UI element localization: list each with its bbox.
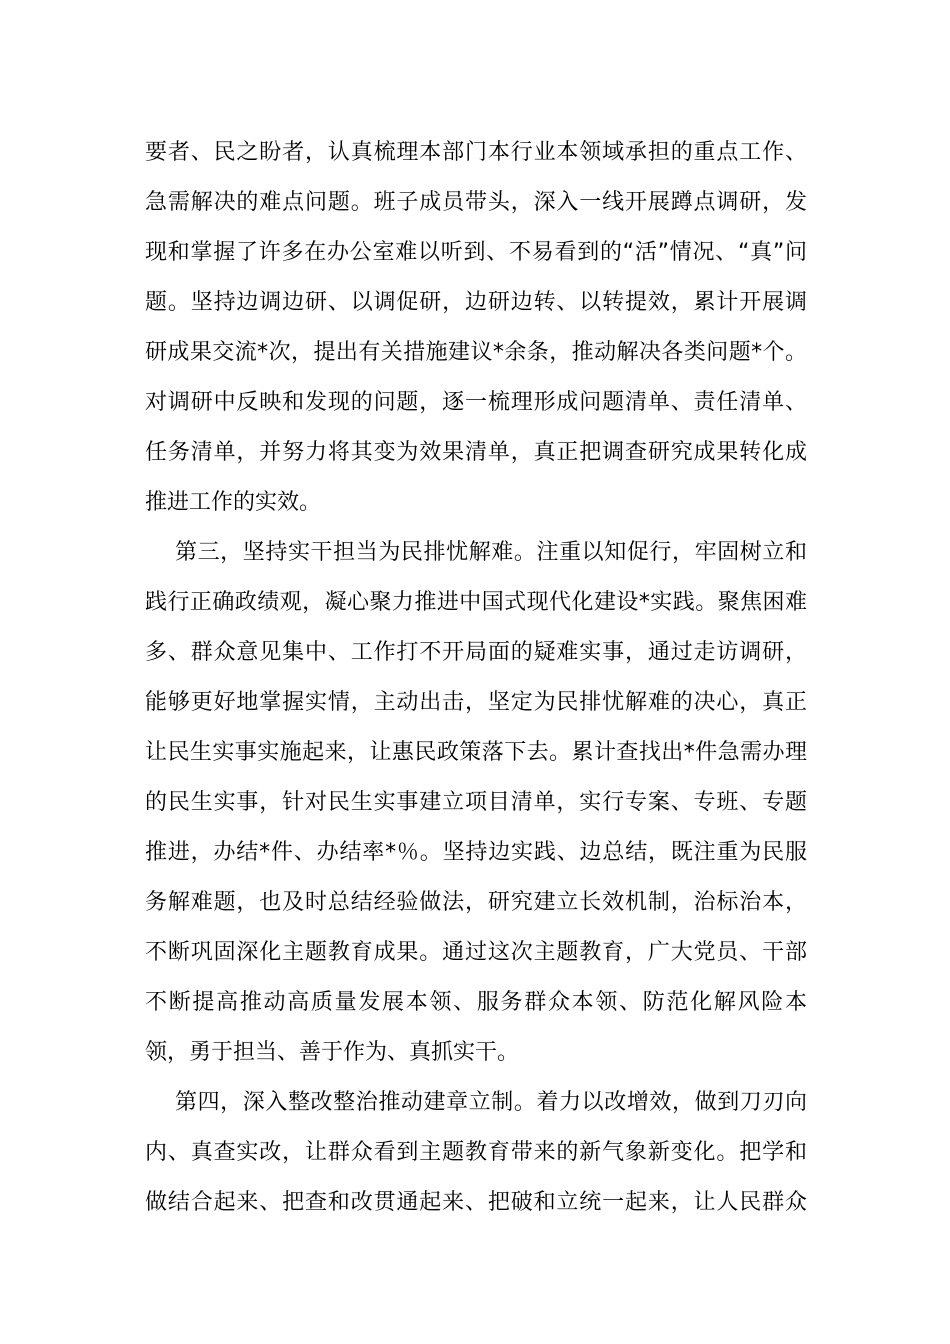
- text-line: 急需解决的难点问题。班子成员带头，深入一线开展蹲点调研，发: [145, 190, 807, 215]
- text-line: 做结合起来、把查和改贯通起来、把破和立统一起来，让人民群众: [145, 1190, 807, 1215]
- text-line: 内、真查实改，让群众看到主题教育带来的新气象新变化。把学和: [145, 1140, 807, 1165]
- body-text: [145, 128, 807, 1228]
- text-line: 推进工作的实效。: [145, 490, 322, 515]
- text-line: 题。坚持边调边研、以调促研，边研边转、以转提效，累计开展调: [145, 290, 807, 315]
- text-line: 领，勇于担当、善于作为、真抓实干。: [145, 1040, 520, 1065]
- text-line: 能够更好地掌握实情，主动出击，坚定为民排忧解难的决心，真正: [145, 690, 807, 715]
- text-line: 务解难题，也及时总结经验做法，研究建立长效机制，治标治本，: [145, 890, 807, 915]
- text-line: 多、群众意见集中、工作打不开局面的疑难实事，通过走访调研，: [145, 640, 807, 665]
- text-line: 对调研中反映和发现的问题，逐一梳理形成问题清单、责任清单、: [145, 390, 807, 415]
- text-line: 的民生实事，针对民生实事建立项目清单，实行专案、专班、专题: [145, 790, 807, 815]
- text-line: 现和掌握了许多在办公室难以听到、不易看到的“活”情况、“真”问: [145, 240, 807, 265]
- text-line: 不断提高推动高质量发展本领、服务群众本领、防范化解风险本: [145, 990, 807, 1015]
- paragraph-heading-line: 第三，坚持实干担当为民排忧解难。注重以知促行，牢固树立和: [175, 540, 807, 565]
- text-line: 要者、民之盼者，认真梳理本部门本行业本领域承担的重点工作、: [145, 140, 807, 165]
- text-line: 践行正确政绩观，凝心聚力推进中国式现代化建设*实践。聚焦困难: [145, 590, 807, 615]
- text-line: 让民生实事实施起来，让惠民政策落下去。累计查找出*件急需办理: [145, 740, 807, 765]
- text-line: 不断巩固深化主题教育成果。通过这次主题教育，广大党员、干部: [145, 940, 807, 965]
- text-line: 推进，办结*件、办结率*％。坚持边实践、边总结，既注重为民服: [145, 840, 807, 865]
- text-line: 研成果交流*次，提出有关措施建议*余条，推动解决各类问题*个。: [145, 340, 807, 365]
- paragraph-heading-line: 第四，深入整改整治推动建章立制。着力以改增效，做到刀刃向: [175, 1090, 807, 1115]
- text-line: 任务清单，并努力将其变为效果清单，真正把调查研究成果转化成: [145, 440, 807, 465]
